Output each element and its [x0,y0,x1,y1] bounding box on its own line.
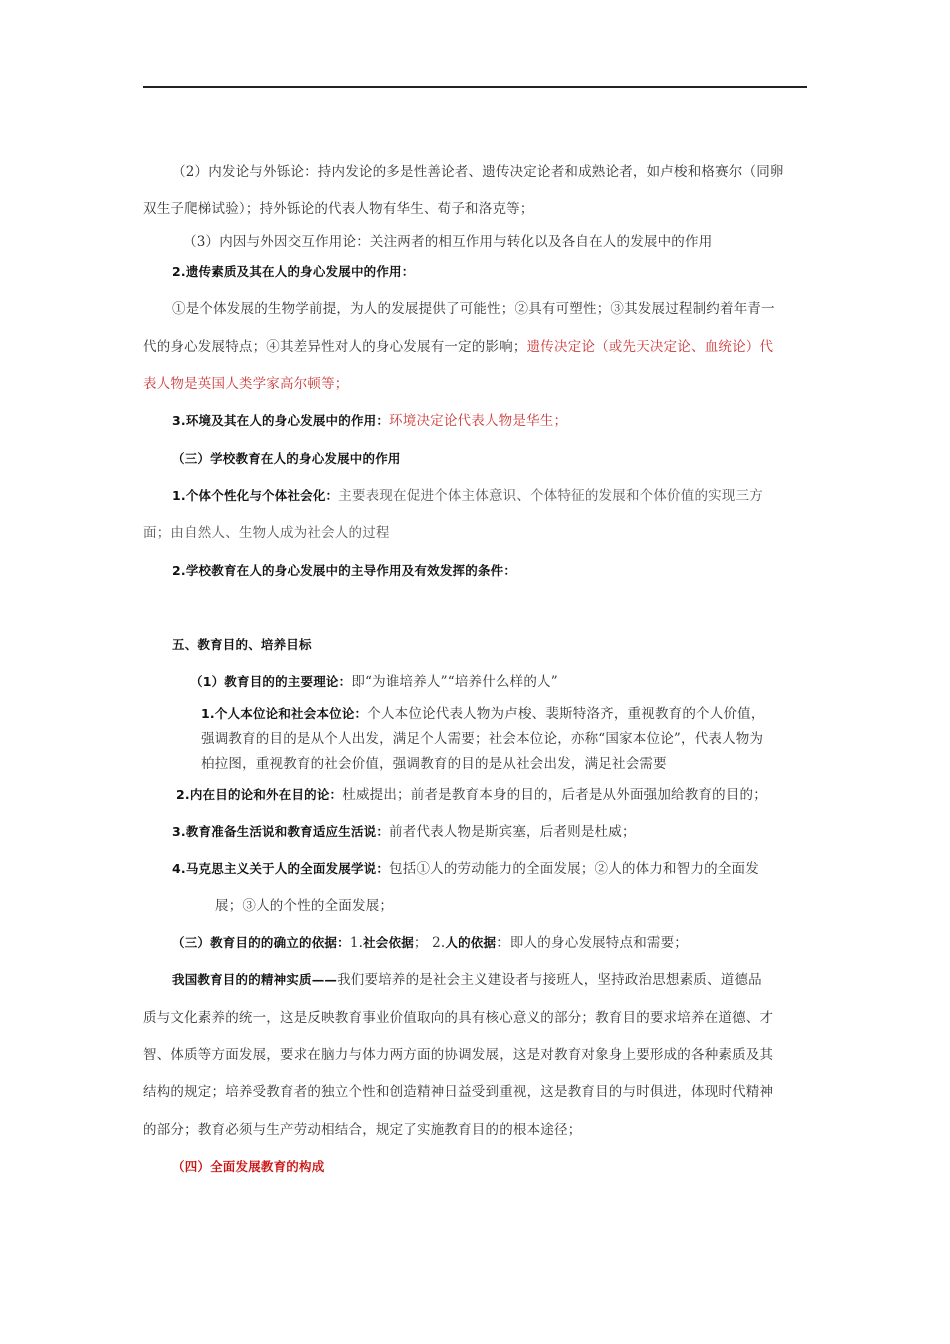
line-text: ：即人的身心发展特点和需要； [496,935,689,951]
paragraph-line [143,338,773,356]
chapter-heading: 五、教育目的、培养目标 [172,637,312,652]
bold-label: 3.教育准备生活说和教育适应生活说： [172,824,390,839]
paragraph-line [172,412,567,430]
bold-label: 人的依据 [445,935,497,950]
section-heading-red: （四）全面发展教育的构成 [172,1159,325,1174]
bold-label: 3.环境及其在人的身心发展中的作用： [172,413,390,428]
header-rule [143,86,807,88]
bold-label: （三）教育目的的确立的依据： [172,935,350,950]
paragraph-line [172,823,636,841]
section-heading: 2.遗传素质及其在人的身心发展中的作用： [172,264,415,279]
paragraph-line [190,673,558,691]
line-text: ； 2. [413,935,446,951]
highlight-line: 表人物是英国人类学家高尔顿等； [143,376,349,392]
paragraph-line: （3）内因与外因交互作用论：关注两者的相互作用与转化以及各自在人的发展中的作用 [183,234,713,250]
paragraph-line: 强调教育的目的是从个人出发，满足个人需要；社会本位论，亦称“国家本位论”，代表人物为 [201,731,764,747]
paragraph-line [176,786,767,804]
bold-label: 4.马克思主义关于人的全面发展学说： [172,861,390,876]
paragraph-line: 的部分；教育必须与生产劳动相结合，规定了实施教育目的的根本途径； [143,1122,582,1138]
line-text: 个人本位论代表人物为卢梭、裴斯特洛齐，重视教育的个人价值， [367,706,765,722]
line-text: 主要表现在促进个体主体意识、个体特征的发展和个体价值的实现三方 [338,488,763,504]
paragraph-line: 展；③人的个性的全面发展； [215,898,394,914]
bold-label: 我国教育目的的精神实质—— [172,972,338,987]
bold-label: 社会依据 [363,935,414,950]
paragraph-line [172,971,762,989]
bold-label: 1.个人本位论和社会本位论： [201,706,368,721]
section-heading: 2.学校教育在人的身心发展中的主导作用及有效发挥的条件： [172,563,517,578]
paragraph-line: 智、体质等方面发展，要求在脑力与体力两方面的协调发展，这是对教育对象身上要形成的各种素质及其 [143,1047,774,1063]
line-text: 前者代表人物是斯宾塞，后者则是杜威； [389,824,636,840]
paragraph-line: ①是个体发展的生物学前提，为人的发展提供了可能性；②具有可塑性；③其发展过程制约着年青一 [172,301,775,317]
highlight-text: 环境决定论代表人物是华生； [389,413,568,429]
highlight-text: 遗传决定论（或先天决定论、血统论）代 [526,339,774,355]
line-text: 杜威提出；前者是教育本身的目的，后者是从外面强加给教育的目的； [342,787,767,803]
section-heading: （三）学校教育在人的身心发展中的作用 [172,451,401,466]
paragraph-line: 质与文化素养的统一，这是反映教育事业价值取向的具有核心意义的部分；教育目的要求培养在道德、才 [143,1010,774,1026]
paragraph-line: 柏拉图，重视教育的社会价值，强调教育的目的是从社会出发，满足社会需要 [201,756,667,772]
paragraph-line: 结构的规定；培养受教育者的独立个性和创造精神日益受到重视，这是教育目的与时俱进，体现时代精神 [143,1084,774,1100]
line-text: 代的身心发展特点；④其差异性对人的身心发展有一定的影响； [143,339,527,355]
line-text: 即“为谁培养人”“培养什么样的人” [351,674,558,690]
bold-label: 1.个体个性化与个体社会化： [172,488,339,503]
paragraph-line [172,487,763,505]
paragraph-line [201,705,765,723]
bold-label: 2.内在目的论和外在目的论： [176,787,343,802]
paragraph-line: 双生子爬梯试验）；持外铄论的代表人物有华生、荀子和洛克等； [143,201,534,217]
line-text: 1. [349,935,364,951]
line-text: 我们要培养的是社会主义建设者与接班人，坚持政治思想素质、道德品 [337,972,762,988]
paragraph-line: （2）内发论与外铄论：持内发论的多是性善论者、遗传决定论者和成熟论者，如卢梭和格赛尔（同卵 [172,164,784,180]
bold-label: （1）教育目的的主要理论： [190,674,352,689]
paragraph-line [172,934,688,952]
line-text: 包括①人的劳动能力的全面发展；②人的体力和智力的全面发 [389,861,759,877]
paragraph-line [172,860,759,878]
paragraph-line: 面；由自然人、生物人成为社会人的过程 [143,525,390,541]
